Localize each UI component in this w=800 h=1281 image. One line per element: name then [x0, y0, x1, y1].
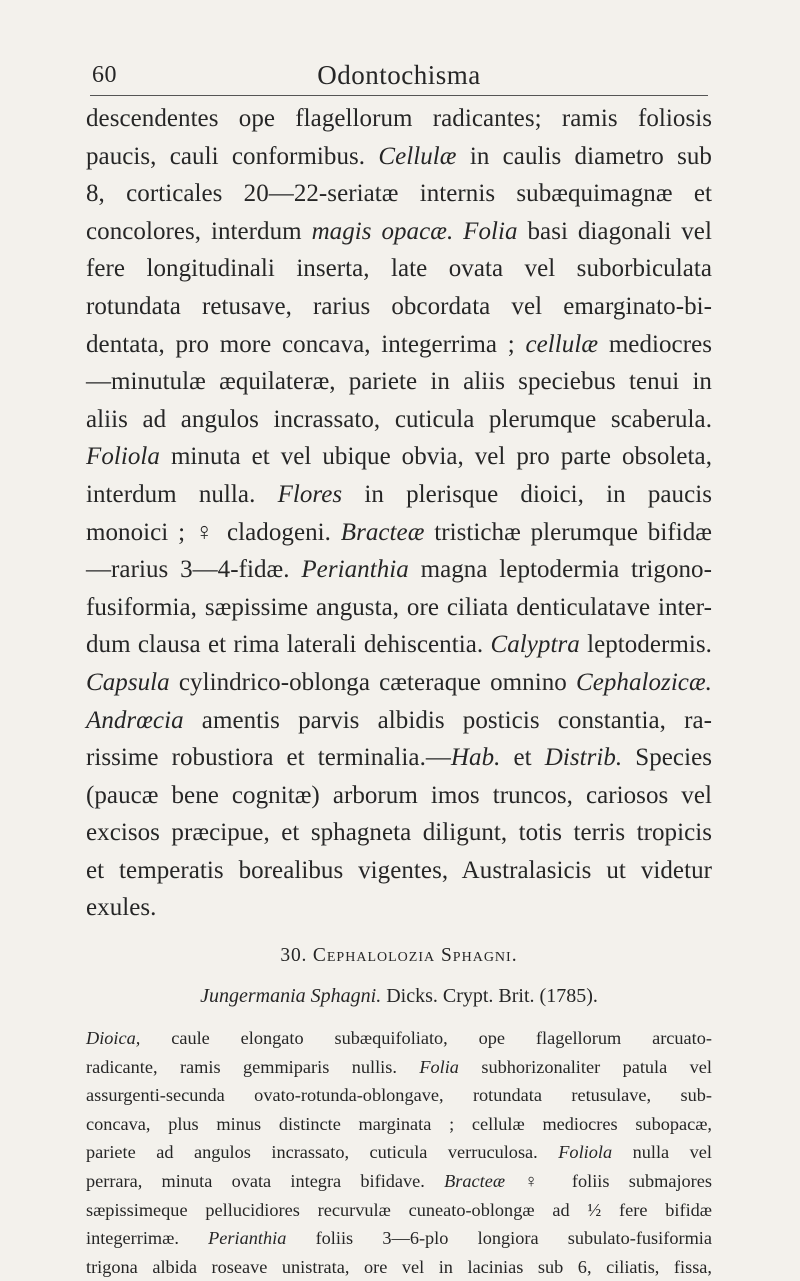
species-heading: [86, 940, 712, 972]
text-line: —minutulæ æquilateræ, pariete in aliis speciebus tenui in: [86, 368, 712, 396]
text-line: —rarius 3—4-fidæ. Perianthia magna leptodermia trigono-: [86, 556, 712, 584]
text-line: fusiformia, sæpissime angusta, ore ciliata denticulatave inter-: [86, 593, 712, 621]
text-line: rissime robustiora et terminalia.—Hab. et Distrib. Species: [86, 744, 712, 772]
species-number: 30.: [280, 945, 308, 967]
text-line: (paucæ bene cognitæ) arborum imos truncos, cariosos vel: [86, 781, 712, 809]
text-line: monoici ; ♀ cladogeni. Bracteæ tristichæ plerumque bifidæ: [86, 518, 712, 546]
text-line: interdum nulla. Flores in plerisque dioici, in paucis: [86, 480, 712, 508]
text-line: aliis ad angulos incrassato, cuticula plerumque scaberula.: [86, 405, 712, 433]
text-line: et temperatis borealibus vigentes, Australasicis ut videtur: [86, 856, 712, 884]
text-line: concava, plus minus distincte marginata ; cellulæ mediocres subopacæ,: [86, 1113, 712, 1134]
text-line: assurgenti-secunda ovato-rotunda-oblongave, rotundata retusulave, sub-: [86, 1085, 712, 1106]
text-line: dentata, pro more concava, integerrima ; cellulæ mediocres: [86, 330, 712, 358]
text-line: paucis, cauli conformibus. Cellulæ in caulis diametro sub: [86, 142, 712, 170]
text-line: trigona albida roseave unistrata, ore vel in lacinias sub 6, ciliatis, fissa,: [86, 1256, 712, 1277]
text-line: descendentes ope flagellorum radicantes; ramis foliosis: [86, 105, 712, 132]
running-title: Odontochisma: [317, 60, 481, 90]
text-line: fere longitudinali inserta, late ovata vel suborbiculata: [86, 255, 712, 283]
text-line: radicante, ramis gemmiparis nullis. Folia subhorizonaliter patula vel: [86, 1056, 712, 1077]
text-line: Foliola minuta et vel ubique obvia, vel pro parte obsoleta,: [86, 443, 712, 471]
synonym-citation: [86, 976, 712, 1016]
text-line: pariete ad angulos incrassato, cuticula verruculosa. Foliola nulla vel: [86, 1142, 712, 1163]
text-line: concolores, interdum magis opacæ. Folia basi diagonali vel: [86, 217, 712, 245]
text-line: integerrimæ. Perianthia foliis 3—6-plo longiora subulato-fusiformia: [86, 1228, 712, 1249]
body-text: [86, 100, 712, 1281]
text-line: Andrœcia amentis parvis albidis posticis constantia, ra-: [86, 706, 712, 734]
species-title: Cephalolozia Sphagni.: [312, 945, 518, 967]
synonym-reference: Dicks. Crypt. Brit. (1785).: [386, 985, 598, 1008]
text-line: exules.: [86, 894, 157, 922]
text-line: excisos præcipue, et sphagneta diligunt, totis terris tropicis: [86, 819, 712, 847]
synonym-name: Jungermania Sphagni.: [200, 985, 382, 1008]
text-line: Dioica, caule elongato subæquifoliato, ope flagellorum arcuato-: [86, 1028, 712, 1049]
text-line: sæpissimeque pellucidiores recurvulæ cuneato-oblongæ ad ½ fere bifidæ: [86, 1199, 712, 1220]
header-rule: [90, 95, 708, 96]
genus-description: [86, 100, 712, 927]
text-line: perrara, minuta ovata integra bifidave. Bracteæ ♀ foliis submajores: [86, 1171, 712, 1192]
species-description: [86, 1024, 712, 1281]
text-line: rotundata retusave, rarius obcordata vel emarginato-bi-: [86, 292, 712, 320]
page-number: 60: [92, 62, 117, 88]
text-line: Capsula cylindrico-oblonga cæteraque omnino Cephalozicæ.: [86, 668, 712, 696]
page-header: [90, 52, 708, 92]
text-line: 8, corticales 20—22-seriatæ internis subæquimagnæ et: [86, 180, 712, 208]
text-line: dum clausa et rima laterali dehiscentia. Calyptra leptodermis.: [86, 631, 712, 659]
